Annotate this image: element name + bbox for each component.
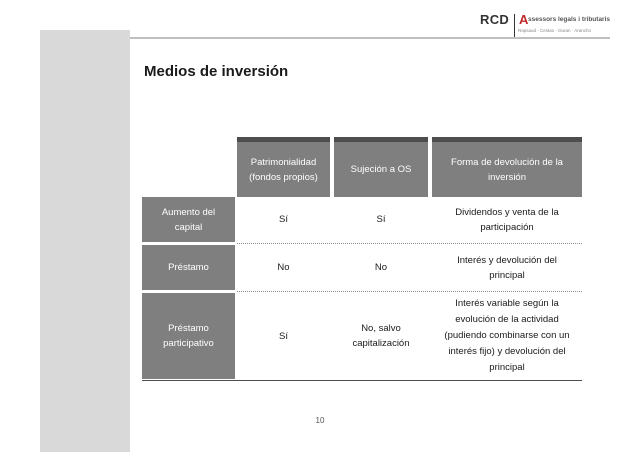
table-bottom-rule — [142, 380, 582, 381]
table-cell: Dividendos y venta de la participación — [432, 197, 582, 242]
header-rule — [130, 37, 610, 39]
table-cell: Sí — [334, 197, 428, 242]
logo-brand: RCD — [480, 12, 510, 27]
row-divider — [142, 242, 235, 243]
logo-tagline: Rapsaud · Cestao · Duran · Arancho — [518, 28, 592, 33]
table-cell: Interés variable según la evolución de la actividad (pudiendo combinarse con un interés fijo) y devolución del principal — [432, 293, 582, 379]
logo-letter: A — [519, 12, 529, 27]
table-cell: Sí — [237, 197, 330, 242]
table-cell: Interés y devolución del principal — [432, 245, 582, 290]
logo-name: ssessors legals i tributaris — [528, 16, 611, 23]
column-header: Sujeción a OS — [334, 142, 428, 197]
logo-divider — [514, 14, 515, 38]
row-label: Préstamo — [142, 245, 235, 290]
column-header: Forma de devolución de la inversión — [432, 142, 582, 197]
row-label: Aumento del capital — [142, 197, 235, 242]
table-cell: No, salvo capitalización — [334, 293, 428, 379]
table-cell: No — [334, 245, 428, 290]
row-divider — [237, 291, 582, 292]
table-cell: No — [237, 245, 330, 290]
side-band — [40, 30, 130, 452]
row-divider — [237, 243, 582, 244]
page-number: 10 — [315, 416, 325, 425]
row-divider — [142, 290, 235, 291]
row-label: Préstamo participativo — [142, 293, 235, 379]
table-cell: Sí — [237, 293, 330, 379]
slide-title: Medios de inversión — [144, 63, 289, 80]
column-header: Patrimonialidad (fondos propios) — [237, 142, 330, 197]
